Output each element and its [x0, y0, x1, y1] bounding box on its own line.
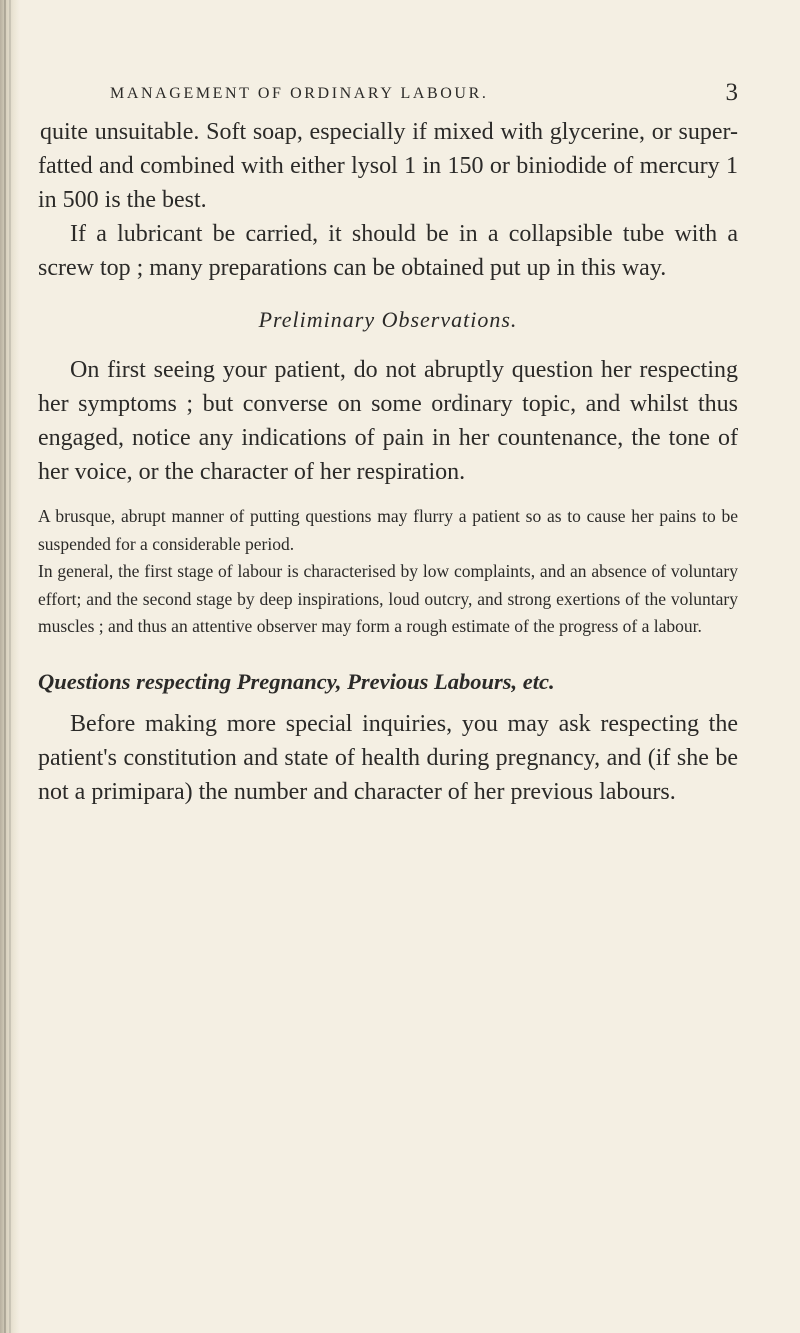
- running-title: MANAGEMENT OF ORDINARY LABOUR.: [110, 85, 489, 102]
- paragraph-continued: quite unsuitable. Soft soap, especially if mixed with glycerine, or super-fatted and combined with either lysol 1 in 150 or biniodide of mercury 1 in 500 is the best.: [38, 119, 738, 213]
- binding-edge-line: [9, 0, 11, 1333]
- paragraph-before-making: Before making more special inquiries, you may ask respecting the patient's constitution and state of health during pregnancy, and (if she be not a primipara) the number and character of her previous labours.: [38, 710, 738, 805]
- running-head: [110, 79, 738, 115]
- note-brusque-manner: A brusque, abrupt manner of putting questions may flurry a patient so as to cause her pains to be suspended for a considerable period.: [38, 506, 738, 554]
- paragraph-first-seeing: On first seeing your patient, do not abruptly question her respecting her symptoms ; but converse on some ordinary topic, and whilst thus engaged, notice any indications of pain in her countenance, the tone of her voice, or the character of her respiration.: [38, 357, 738, 485]
- page-number: 3: [725, 79, 738, 106]
- paragraph-lubricant: If a lubricant be carried, it should be in a collapsible tube with a screw top ; many preparations can be obtained put up in this way.: [38, 221, 738, 281]
- book-page: [38, 79, 738, 809]
- section-heading-preliminary: Preliminary Observations.: [258, 307, 518, 332]
- note-stages-of-labour: In general, the first stage of labour is characterised by low complaints, and an absence of voluntary effort; and the second stage by deep inspirations, loud outcry, and strong exertions of the voluntary muscles ; and thus an attentive observer may form a rough estimate of the progress of a labour.: [38, 561, 738, 636]
- binding-edge-line: [4, 0, 6, 1333]
- section-heading-questions: Questions respecting Pregnancy, Previous Labours, etc.: [38, 668, 555, 694]
